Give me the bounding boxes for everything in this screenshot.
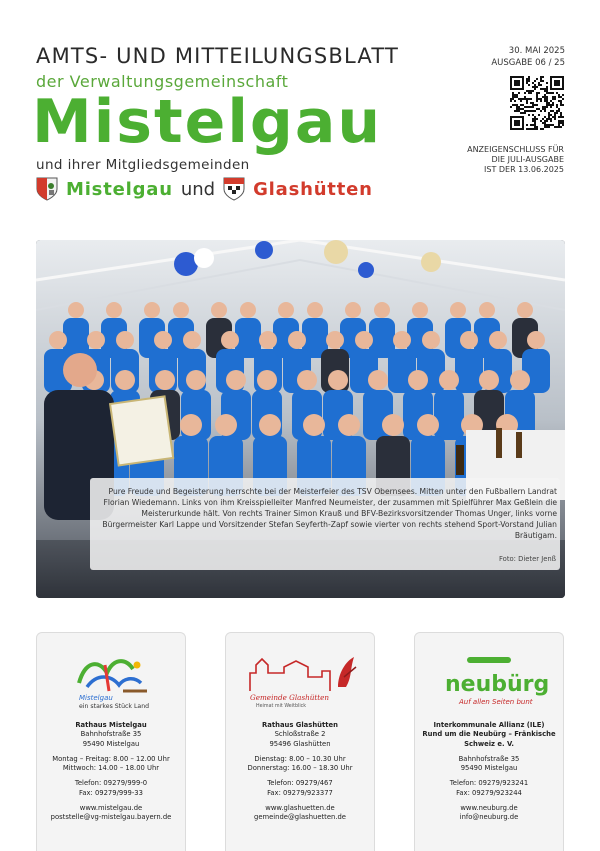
mistelgau-logo-slogan: ein starkes Stück Land (79, 703, 150, 709)
masthead-members-line: und ihrer Mitgliedsgemeinden (36, 157, 250, 173)
neuburg-logo-slogan: Auf allen Seiten bunt (459, 698, 533, 706)
town-glashuetten: Glashütten (253, 178, 373, 200)
mistelgau-crest-icon (36, 177, 58, 201)
issue-date: 30. MAI 2025 (508, 46, 565, 56)
card2-city: 95496 Glashütten (269, 739, 331, 748)
card2-hours-1: Dienstag: 8.00 – 10.30 Uhr (254, 754, 346, 763)
card2-fax: Fax: 09279/923377 (267, 788, 333, 797)
card3-name-2: Rund um die Neubürg – Fränkische (422, 730, 556, 739)
photo-credit: Foto: Dieter Jenß (499, 555, 556, 563)
photo-caption: Pure Freude und Begeisterung herrschte bei der Meisterfeier des TSV Obernsees. Mitten unter den Fußballern Landrat Florian Wiedemann. Links von ihm Kreisspielleiter Manfred Neumeister, der zusammen mit Spielführer Max Geßlein die Meisterurkunde hält. Von rechts Trainer Simon Krauß und BFV-Bezirksvorsitzender Thomas Unger, links vorne Bürgermeister Karl Lappe und Vorsitzender Stefan Seyferth-Zapf sowie vierter von rechts stehend Sport-Vorstand Julian Bräutigam. (102, 487, 557, 540)
card2-name: Rathaus Glashütten (262, 721, 338, 729)
card1-street: Bahnhofstraße 35 (80, 730, 142, 739)
neuburg-logo-name: neubürg (445, 672, 550, 697)
card-rathaus-glashuetten (225, 632, 375, 851)
glashuetten-logo-icon (226, 647, 374, 709)
card3-name-1: Interkommunale Allianz (ILE) (433, 721, 545, 729)
card1-hours-1: Montag – Freitag: 8.00 – 12.00 Uhr (52, 754, 170, 763)
member-towns (36, 176, 373, 202)
glashuetten-logo-name: Gemeinde Glashütten (250, 693, 330, 702)
card1-email-link[interactable]: poststelle@vg-mistelgau.bayern.de (50, 813, 172, 822)
card1-hours-2: Mittwoch: 14.00 – 18.00 Uhr (62, 764, 160, 773)
card2-street: Schloßstraße 2 (274, 730, 326, 739)
neuburg-logo (415, 647, 563, 709)
card1-city: 95490 Mistelgau (82, 739, 140, 748)
deadline-line-3: IST DER 13.06.2025 (484, 165, 564, 174)
masthead-subtitle: der Verwaltungsgemeinschaft (36, 72, 289, 91)
mistelgau-logo-icon (37, 647, 185, 709)
card3-phone: Telefon: 09279/923241 (449, 779, 529, 788)
deadline-line-2: DIE JULI-AUSGABE (491, 155, 564, 164)
neuburg-logo-icon (415, 647, 563, 709)
town-connector: und (180, 178, 216, 200)
card2-email-link[interactable]: gemeinde@glashuetten.de (254, 813, 346, 822)
card2-hours-2: Donnerstag: 16.00 – 18.30 Uhr (247, 764, 353, 773)
card3-email-link[interactable]: info@neuburg.de (459, 813, 519, 822)
card-rathaus-mistelgau (36, 632, 186, 851)
glashuetten-logo (226, 647, 374, 709)
card2-phone: Telefon: 09279/467 (267, 779, 333, 788)
town-mistelgau: Mistelgau (66, 178, 173, 200)
deadline-line-1: ANZEIGENSCHLUSS FÜR (467, 145, 564, 154)
glashuetten-crest-icon (223, 177, 245, 201)
issue-number: AUSGABE 06 / 25 (491, 58, 565, 68)
card3-web-link[interactable]: www.neuburg.de (460, 804, 518, 813)
card1-web-link[interactable]: www.mistelgau.de (79, 804, 143, 813)
card1-fax: Fax: 09279/999-33 (79, 788, 143, 797)
card1-phone: Telefon: 09279/999-0 (74, 779, 148, 788)
card-ile-neuburg (414, 632, 564, 851)
mistelgau-logo (37, 647, 185, 709)
card1-name: Rathaus Mistelgau (75, 721, 147, 729)
card3-city: 95490 Mistelgau (460, 764, 518, 773)
masthead-title: AMTS- UND MITTEILUNGSBLATT (36, 44, 400, 68)
card3-fax: Fax: 09279/923244 (456, 788, 522, 797)
qr-code-icon[interactable] (510, 76, 564, 130)
glashuetten-logo-slogan: Heimat mit Weitblick (256, 704, 307, 709)
card2-web-link[interactable]: www.glashuetten.de (265, 804, 335, 813)
card3-name-3: Schweiz e. V. (464, 739, 514, 748)
mistelgau-logo-name: Mistelgau (79, 694, 113, 702)
masthead-main-title: Mistelgau (32, 87, 383, 157)
card3-street: Bahnhofstraße 35 (458, 754, 520, 763)
